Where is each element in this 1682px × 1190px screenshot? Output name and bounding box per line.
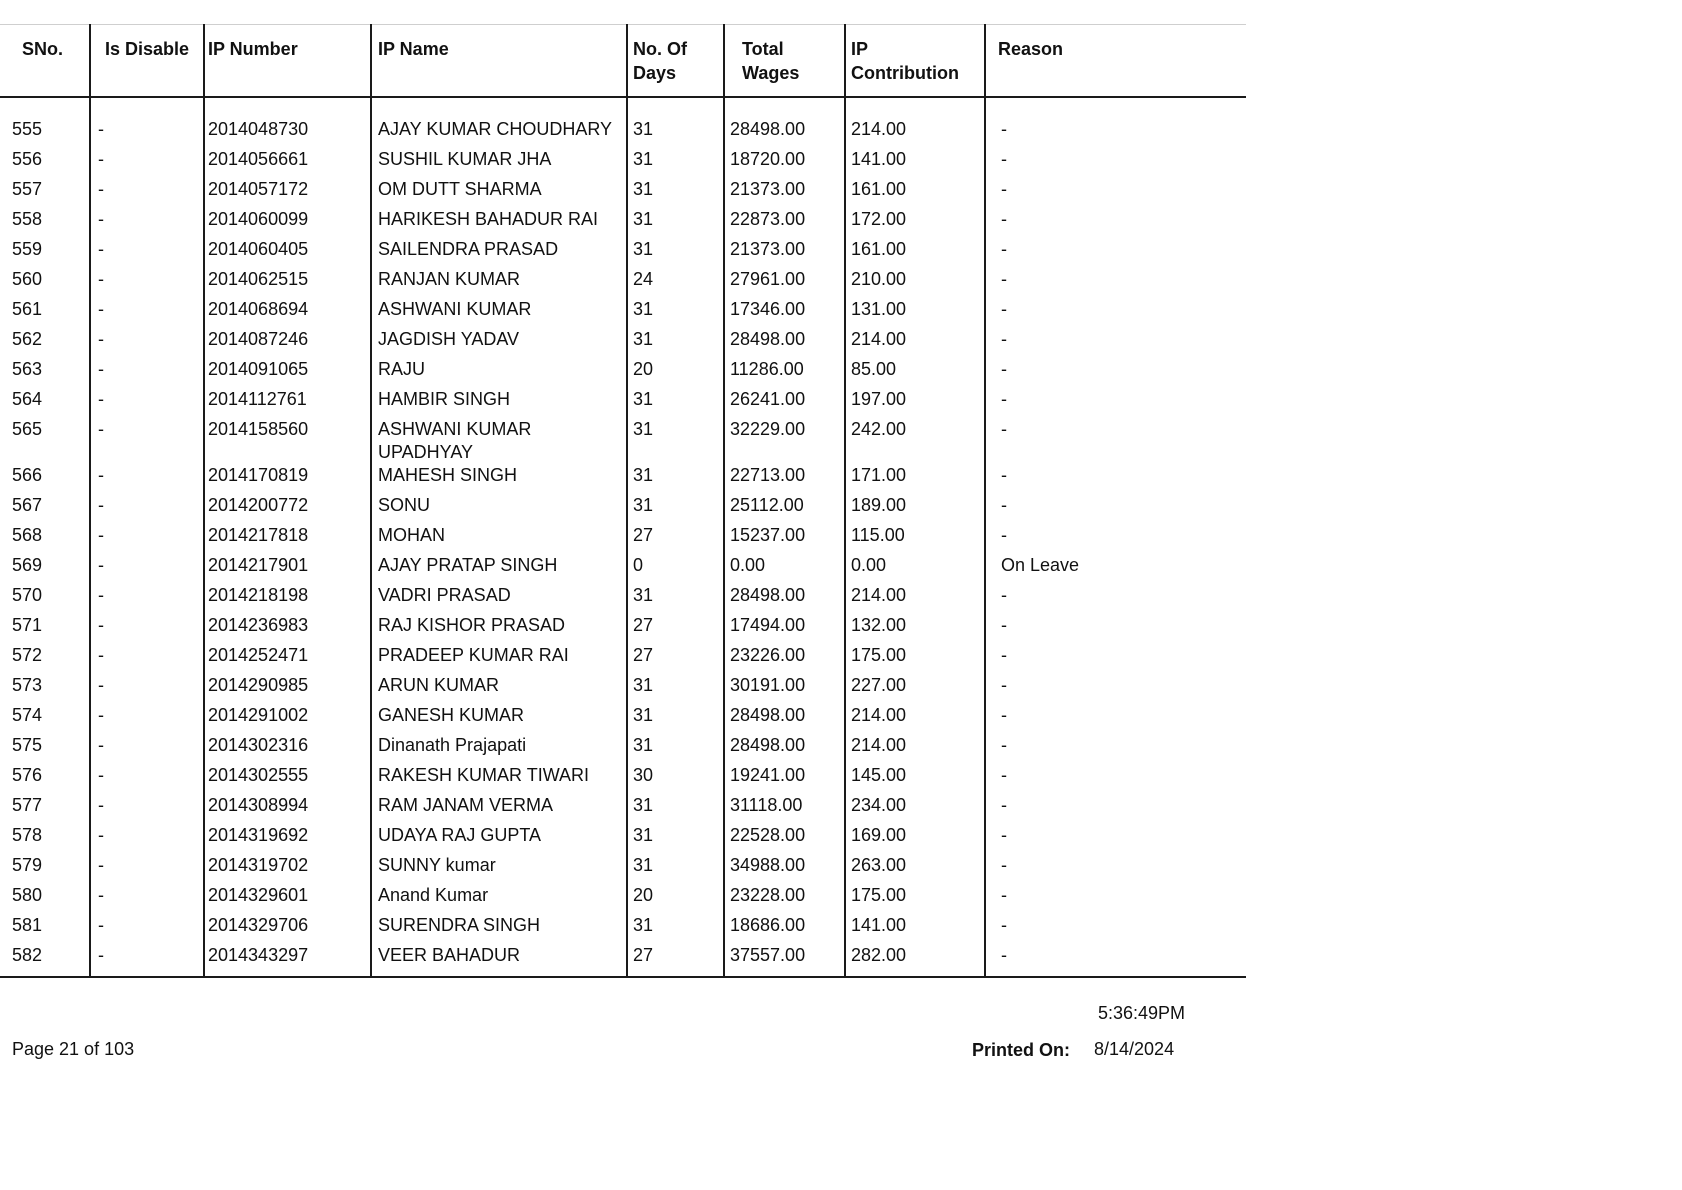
cell-reason: - (985, 854, 1246, 884)
cell-reason: - (985, 794, 1246, 824)
header-ip-name: IP Name (371, 25, 627, 98)
cell-sno: 563 (12, 359, 43, 379)
cell-sno: 571 (12, 615, 43, 635)
cell-ip-contribution: 85.00 (845, 358, 985, 388)
cell-ip-contribution: 161.00 (845, 238, 985, 268)
cell-ip-contribution: 161.00 (845, 178, 985, 208)
table-row (0, 97, 1246, 148)
cell-ip-name: MAHESH SINGH (371, 464, 627, 494)
cell-ip-name: HARIKESH BAHADUR RAI (371, 208, 627, 238)
cell-ip-number: 2014290985 (204, 674, 371, 704)
table-row (0, 524, 1246, 554)
cell-ip-number: 2014158560 (204, 418, 371, 464)
cell-days: 31 (627, 674, 724, 704)
cell-ip-name: MOHAN (371, 524, 627, 554)
cell-is-disable: - (90, 464, 204, 494)
header-contrib-line2: Contribution (851, 63, 959, 83)
cell-total-wages: 28498.00 (724, 584, 845, 614)
cell-days: 31 (627, 328, 724, 358)
cell-ip-contribution: 145.00 (845, 764, 985, 794)
cell-ip-number: 2014302555 (204, 764, 371, 794)
cell-is-disable: - (90, 208, 204, 238)
cell-sno: 565 (12, 419, 43, 439)
table-row (0, 824, 1246, 854)
printed-date: 8/14/2024 (1094, 1039, 1175, 1059)
print-time: 5:36:49PM (1098, 1003, 1186, 1023)
cell-is-disable: - (90, 178, 204, 208)
cell-days: 31 (627, 148, 724, 178)
cell-ip-number: 2014343297 (204, 944, 371, 977)
cell-ip-contribution: 242.00 (845, 418, 985, 464)
page-indicator: Page 21 of 103 (12, 1039, 135, 1059)
cell-ip-name: RANJAN KUMAR (371, 268, 627, 298)
cell-total-wages: 22713.00 (724, 464, 845, 494)
cell-days: 31 (627, 97, 724, 148)
cell-is-disable: - (90, 418, 204, 464)
table-row (0, 704, 1246, 734)
cell-total-wages: 28498.00 (724, 734, 845, 764)
cell-sno: 578 (12, 825, 43, 845)
cell-is-disable: - (90, 554, 204, 584)
cell-ip-number: 2014068694 (204, 298, 371, 328)
cell-reason: - (985, 524, 1246, 554)
cell-total-wages: 18720.00 (724, 148, 845, 178)
cell-sno: 577 (12, 795, 43, 815)
cell-total-wages: 21373.00 (724, 178, 845, 208)
cell-days: 31 (627, 388, 724, 418)
table-row (0, 238, 1246, 268)
cell-ip-contribution: 175.00 (845, 884, 985, 914)
cell-ip-number: 2014170819 (204, 464, 371, 494)
cell-total-wages: 27961.00 (724, 268, 845, 298)
cell-days: 31 (627, 238, 724, 268)
cell-total-wages: 19241.00 (724, 764, 845, 794)
table-row (0, 584, 1246, 614)
header-ip-contribution (845, 25, 985, 98)
cell-is-disable: - (90, 764, 204, 794)
cell-ip-contribution: 169.00 (845, 824, 985, 854)
cell-total-wages: 23228.00 (724, 884, 845, 914)
table-row (0, 358, 1246, 388)
cell-is-disable: - (90, 388, 204, 418)
cell-ip-name: ARUN KUMAR (371, 674, 627, 704)
cell-sno: 572 (12, 645, 43, 665)
cell-ip-number: 2014091065 (204, 358, 371, 388)
cell-ip-name: Dinanath Prajapati (371, 734, 627, 764)
cell-ip-contribution: 210.00 (845, 268, 985, 298)
cell-total-wages: 23226.00 (724, 644, 845, 674)
cell-reason: - (985, 268, 1246, 298)
cell-ip-number: 2014217818 (204, 524, 371, 554)
cell-ip-name: RAJU (371, 358, 627, 388)
cell-ip-number: 2014302316 (204, 734, 371, 764)
cell-sno: 560 (12, 269, 43, 289)
cell-ip-contribution: 175.00 (845, 644, 985, 674)
cell-ip-contribution: 141.00 (845, 148, 985, 178)
cell-total-wages: 11286.00 (724, 358, 845, 388)
cell-ip-name: SURENDRA SINGH (371, 914, 627, 944)
cell-total-wages: 21373.00 (724, 238, 845, 268)
cell-reason: - (985, 884, 1246, 914)
cell-total-wages: 28498.00 (724, 328, 845, 358)
cell-total-wages: 18686.00 (724, 914, 845, 944)
cell-is-disable: - (90, 944, 204, 977)
cell-days: 24 (627, 268, 724, 298)
cell-sno: 568 (12, 525, 43, 545)
cell-reason: - (985, 494, 1246, 524)
cell-days: 31 (627, 494, 724, 524)
cell-reason: - (985, 298, 1246, 328)
cell-total-wages: 37557.00 (724, 944, 845, 977)
cell-ip-contribution: 214.00 (845, 704, 985, 734)
cell-sno: 582 (0, 944, 90, 977)
cell-sno: 566 (12, 465, 43, 485)
header-total-wages (724, 25, 845, 98)
table-row (0, 208, 1246, 238)
cell-ip-number: 2014200772 (204, 494, 371, 524)
cell-ip-contribution: 0.00 (845, 554, 985, 584)
cell-sno: 567 (12, 495, 43, 515)
header-reason: Reason (985, 25, 1246, 98)
cell-reason: - (985, 464, 1246, 494)
cell-sno: 579 (12, 855, 43, 875)
cell-ip-name: UDAYA RAJ GUPTA (371, 824, 627, 854)
cell-is-disable: - (90, 268, 204, 298)
table-row (0, 464, 1246, 494)
cell-is-disable: - (90, 854, 204, 884)
cell-reason: - (985, 644, 1246, 674)
cell-reason: - (985, 614, 1246, 644)
cell-reason: - (985, 97, 1246, 148)
cell-ip-contribution: 131.00 (845, 298, 985, 328)
header-days-line2: Days (633, 63, 677, 83)
cell-days: 31 (627, 298, 724, 328)
cell-ip-contribution: 282.00 (845, 944, 985, 977)
cell-ip-number: 2014329706 (204, 914, 371, 944)
cell-ip-name: SONU (371, 494, 627, 524)
cell-ip-name (371, 418, 627, 464)
cell-is-disable: - (90, 794, 204, 824)
cell-ip-name: PRADEEP KUMAR RAI (371, 644, 627, 674)
cell-days: 31 (627, 734, 724, 764)
cell-ip-name: VEER BAHADUR (371, 944, 627, 977)
header-days (627, 25, 724, 98)
cell-days: 31 (627, 178, 724, 208)
cell-total-wages: 15237.00 (724, 524, 845, 554)
cell-ip-number: 2014291002 (204, 704, 371, 734)
cell-total-wages: 22873.00 (724, 208, 845, 238)
cell-is-disable: - (90, 524, 204, 554)
cell-total-wages: 31118.00 (724, 794, 845, 824)
cell-sno: 555 (12, 119, 43, 139)
cell-ip-name: AJAY PRATAP SINGH (371, 554, 627, 584)
cell-ip-name: GANESH KUMAR (371, 704, 627, 734)
cell-is-disable: - (90, 238, 204, 268)
cell-total-wages: 17494.00 (724, 614, 845, 644)
cell-ip-contribution: 227.00 (845, 674, 985, 704)
cell-sno: 564 (12, 389, 43, 409)
cell-ip-name: Anand Kumar (371, 884, 627, 914)
table-body (0, 97, 1246, 977)
header-days-line1: No. Of (633, 39, 687, 59)
cell-ip-name: SUNNY kumar (371, 854, 627, 884)
table-row (0, 854, 1246, 884)
cell-sno: 562 (12, 329, 43, 349)
cell-sno: 581 (12, 915, 43, 935)
cell-days: 31 (627, 854, 724, 884)
cell-ip-number: 2014319692 (204, 824, 371, 854)
cell-ip-number: 2014048730 (204, 97, 371, 148)
cell-total-wages: 0.00 (724, 554, 845, 584)
header-contrib-line1: IP (851, 39, 869, 59)
cell-is-disable: - (90, 674, 204, 704)
cell-total-wages: 17346.00 (724, 298, 845, 328)
cell-days: 31 (627, 418, 724, 464)
cell-reason: - (985, 674, 1246, 704)
cell-ip-contribution: 263.00 (845, 854, 985, 884)
cell-days: 20 (627, 884, 724, 914)
header-wages-line1: Total (742, 39, 784, 59)
printed-on-label: Printed On: (972, 1040, 1070, 1060)
table-row (0, 268, 1246, 298)
cell-ip-contribution: 115.00 (845, 524, 985, 554)
cell-days: 31 (627, 464, 724, 494)
cell-is-disable: - (90, 824, 204, 854)
cell-days: 31 (627, 704, 724, 734)
contribution-report (0, 24, 1246, 978)
cell-ip-number: 2014060099 (204, 208, 371, 238)
cell-ip-name: JAGDISH YADAV (371, 328, 627, 358)
cell-ip-number: 2014252471 (204, 644, 371, 674)
cell-sno: 573 (12, 675, 43, 695)
cell-ip-contribution: 141.00 (845, 914, 985, 944)
cell-is-disable: - (90, 704, 204, 734)
cell-ip-name: AJAY KUMAR CHOUDHARY (371, 97, 627, 148)
cell-ip-name: RAM JANAM VERMA (371, 794, 627, 824)
cell-reason: - (985, 148, 1246, 178)
cell-ip-contribution: 171.00 (845, 464, 985, 494)
header-ip-number: IP Number (204, 25, 371, 98)
cell-reason: - (985, 328, 1246, 358)
cell-total-wages: 25112.00 (724, 494, 845, 524)
header-wages-line2: Wages (742, 63, 800, 83)
table-row (0, 418, 1246, 464)
cell-reason: - (985, 208, 1246, 238)
table-row (0, 388, 1246, 418)
cell-ip-contribution: 189.00 (845, 494, 985, 524)
ip-contribution-table (0, 24, 1246, 978)
cell-reason: - (985, 914, 1246, 944)
cell-ip-number: 2014217901 (204, 554, 371, 584)
cell-total-wages: 28498.00 (724, 97, 845, 148)
cell-sno: 575 (12, 735, 43, 755)
cell-reason: - (985, 358, 1246, 388)
table-row (0, 554, 1246, 584)
cell-is-disable: - (90, 358, 204, 388)
cell-reason: - (985, 824, 1246, 854)
cell-days: 20 (627, 358, 724, 388)
cell-ip-contribution: 197.00 (845, 388, 985, 418)
cell-ip-number: 2014112761 (204, 388, 371, 418)
cell-reason: - (985, 734, 1246, 764)
cell-total-wages: 26241.00 (724, 388, 845, 418)
cell-ip-number: 2014062515 (204, 268, 371, 298)
cell-sno: 556 (12, 149, 43, 169)
cell-ip-name: HAMBIR SINGH (371, 388, 627, 418)
cell-days: 31 (627, 824, 724, 854)
cell-days: 27 (627, 524, 724, 554)
cell-is-disable: - (90, 644, 204, 674)
cell-days: 27 (627, 614, 724, 644)
header-row (0, 25, 1246, 98)
cell-total-wages: 34988.00 (724, 854, 845, 884)
cell-sno: 574 (12, 705, 43, 725)
table-row (0, 944, 1246, 977)
cell-is-disable: - (90, 884, 204, 914)
cell-ip-number: 2014329601 (204, 884, 371, 914)
cell-ip-name: RAKESH KUMAR TIWARI (371, 764, 627, 794)
cell-is-disable: - (90, 734, 204, 764)
table-row (0, 298, 1246, 328)
cell-ip-contribution: 132.00 (845, 614, 985, 644)
cell-ip-number: 2014057172 (204, 178, 371, 208)
cell-is-disable: - (90, 584, 204, 614)
cell-sno: 580 (12, 885, 43, 905)
cell-reason: - (985, 238, 1246, 268)
table-row (0, 644, 1246, 674)
cell-reason: - (985, 178, 1246, 208)
cell-ip-contribution: 234.00 (845, 794, 985, 824)
cell-ip-name-text: ASHWANI KUMAR UPADHYAY (378, 419, 532, 462)
cell-reason: On Leave (985, 554, 1246, 584)
cell-ip-number: 2014218198 (204, 584, 371, 614)
cell-sno: 557 (12, 179, 43, 199)
cell-sno: 576 (12, 765, 43, 785)
cell-ip-name: VADRI PRASAD (371, 584, 627, 614)
table-row (0, 494, 1246, 524)
cell-sno: 570 (12, 585, 43, 605)
cell-ip-number: 2014060405 (204, 238, 371, 268)
cell-is-disable: - (90, 97, 204, 148)
cell-ip-contribution: 214.00 (845, 97, 985, 148)
cell-is-disable: - (90, 914, 204, 944)
cell-reason: - (985, 388, 1246, 418)
table-row (0, 614, 1246, 644)
cell-reason: - (985, 704, 1246, 734)
cell-total-wages: 22528.00 (724, 824, 845, 854)
cell-ip-name: SAILENDRA PRASAD (371, 238, 627, 268)
cell-is-disable: - (90, 148, 204, 178)
cell-ip-number: 2014236983 (204, 614, 371, 644)
table-row (0, 148, 1246, 178)
cell-sno: 559 (12, 239, 43, 259)
table-row (0, 794, 1246, 824)
cell-is-disable: - (90, 298, 204, 328)
table-row (0, 764, 1246, 794)
table-row (0, 914, 1246, 944)
cell-ip-number: 2014087246 (204, 328, 371, 358)
cell-is-disable: - (90, 614, 204, 644)
cell-reason: - (985, 584, 1246, 614)
cell-ip-name: SUSHIL KUMAR JHA (371, 148, 627, 178)
cell-days: 31 (627, 584, 724, 614)
cell-days: 27 (627, 644, 724, 674)
cell-ip-number: 2014308994 (204, 794, 371, 824)
cell-days: 31 (627, 794, 724, 824)
table-row (0, 178, 1246, 208)
cell-days: 30 (627, 764, 724, 794)
table-row (0, 884, 1246, 914)
cell-days: 27 (627, 944, 724, 977)
cell-total-wages: 32229.00 (724, 418, 845, 464)
cell-ip-contribution: 214.00 (845, 328, 985, 358)
cell-days: 0 (627, 554, 724, 584)
header-is-disable: Is Disable (90, 25, 204, 98)
cell-ip-name: OM DUTT SHARMA (371, 178, 627, 208)
cell-ip-number: 2014056661 (204, 148, 371, 178)
table-header (0, 25, 1246, 98)
cell-ip-number: 2014319702 (204, 854, 371, 884)
table-row (0, 734, 1246, 764)
cell-sno: 569 (12, 555, 43, 575)
header-sno: SNo. (0, 25, 90, 98)
cell-ip-name: RAJ KISHOR PRASAD (371, 614, 627, 644)
cell-ip-name: ASHWANI KUMAR (371, 298, 627, 328)
cell-ip-contribution: 214.00 (845, 734, 985, 764)
cell-reason: - (985, 764, 1246, 794)
cell-sno: 558 (12, 209, 43, 229)
cell-days: 31 (627, 914, 724, 944)
cell-is-disable: - (90, 328, 204, 358)
cell-total-wages: 30191.00 (724, 674, 845, 704)
cell-ip-contribution: 214.00 (845, 584, 985, 614)
cell-reason: - (985, 944, 1246, 977)
cell-ip-contribution: 172.00 (845, 208, 985, 238)
cell-total-wages: 28498.00 (724, 704, 845, 734)
table-row (0, 328, 1246, 358)
cell-reason: - (985, 418, 1246, 464)
cell-days: 31 (627, 208, 724, 238)
table-row (0, 674, 1246, 704)
cell-is-disable: - (90, 494, 204, 524)
cell-sno: 561 (12, 299, 43, 319)
